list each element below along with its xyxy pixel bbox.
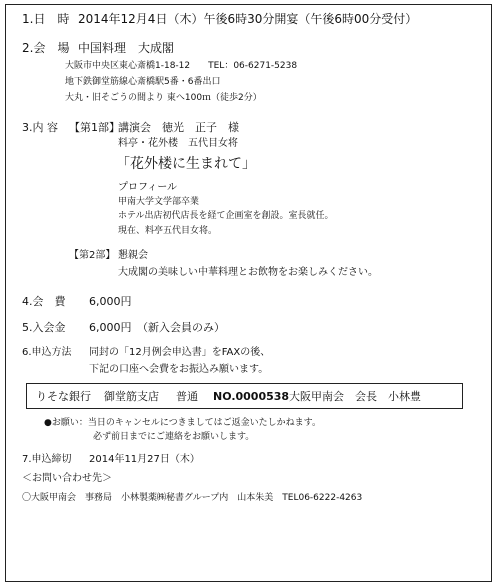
venue-name: 中国料理 大成閣 [78,41,175,55]
application-line-1: 同封の「12月例会申込書」をFAXの後、 [89,347,271,358]
contact-request-notice: 必ず前日までにご連絡をお願いします。 [93,432,255,442]
contact-details: 〇大阪甲南会 事務局 小林製薬㈱秘書グループ内 山本朱美 TEL06-6222-4263 [22,493,363,503]
bank-branch: 御堂筋支店 [104,390,159,403]
venue-access-walk: 大丸・旧そごうの間より 東へ100ｍ（徒歩2分） [65,93,262,103]
part2-description: 大成閣の美味しい中華料理とお飲物をお楽しみください。 [118,267,378,278]
profile-line-1: 甲南大学文学部卒業 [118,197,200,207]
date-label: 1.日 時 [22,12,70,26]
fee-label: 4.会 費 [22,295,66,308]
deadline-label: 7.申込締切 [22,454,72,465]
bank-name: りそな銀行 [36,390,91,403]
fee-value: 6,000円 [89,295,132,308]
profile-line-3: 現在、料亭五代目女将。 [118,226,218,236]
account-number: NO.0000538 [213,390,290,403]
application-line-2: 下記の口座へ会費をお振込み願います。 [89,364,269,375]
cancellation-notice: ●お願い：当日のキャンセルにつきましてはご返金いたしかねます。 [44,418,321,428]
profile-line-2: ホテル出店初代店長を経て企画室を創設。室長就任。 [118,211,334,221]
part1-tag: 【第1部】 [69,121,120,134]
part1-title: 講演会 徳光 正子 様 [118,121,239,134]
speaker-role: 料亭・花外楼 五代目女将 [118,138,238,149]
content-label: 3.内 容 [22,121,58,134]
venue-address: 大阪市中央区東心斎橋1-18-12 TEL：06-6271-5238 [65,61,298,71]
contact-heading: ＜お問い合わせ先＞ [22,473,112,484]
application-label: 6.申込方法 [22,347,72,358]
account-type: 普通 [176,390,198,403]
profile-heading: プロフィール [118,182,177,193]
part2-tag: 【第2部】 [69,250,116,261]
venue-access-station: 地下鉄御堂筋線心斎橋駅5番・6番出口 [65,77,221,87]
date-value: 2014年12月4日（木）午後6時30分開宴（午後6時00分受付） [78,12,418,26]
account-holder: 大阪甲南会 会長 小林豊 [289,390,421,403]
deadline-value: 2014年11月27日（木） [89,454,200,465]
entry-fee-label: 5.入会金 [22,321,66,334]
lecture-title: 「花外楼に生まれて」 [116,156,256,172]
part2-title: 懇親会 [118,250,148,261]
venue-label: 2.会 場 [22,41,70,55]
entry-fee-value: 6,000円 （新入会員のみ） [89,321,225,334]
